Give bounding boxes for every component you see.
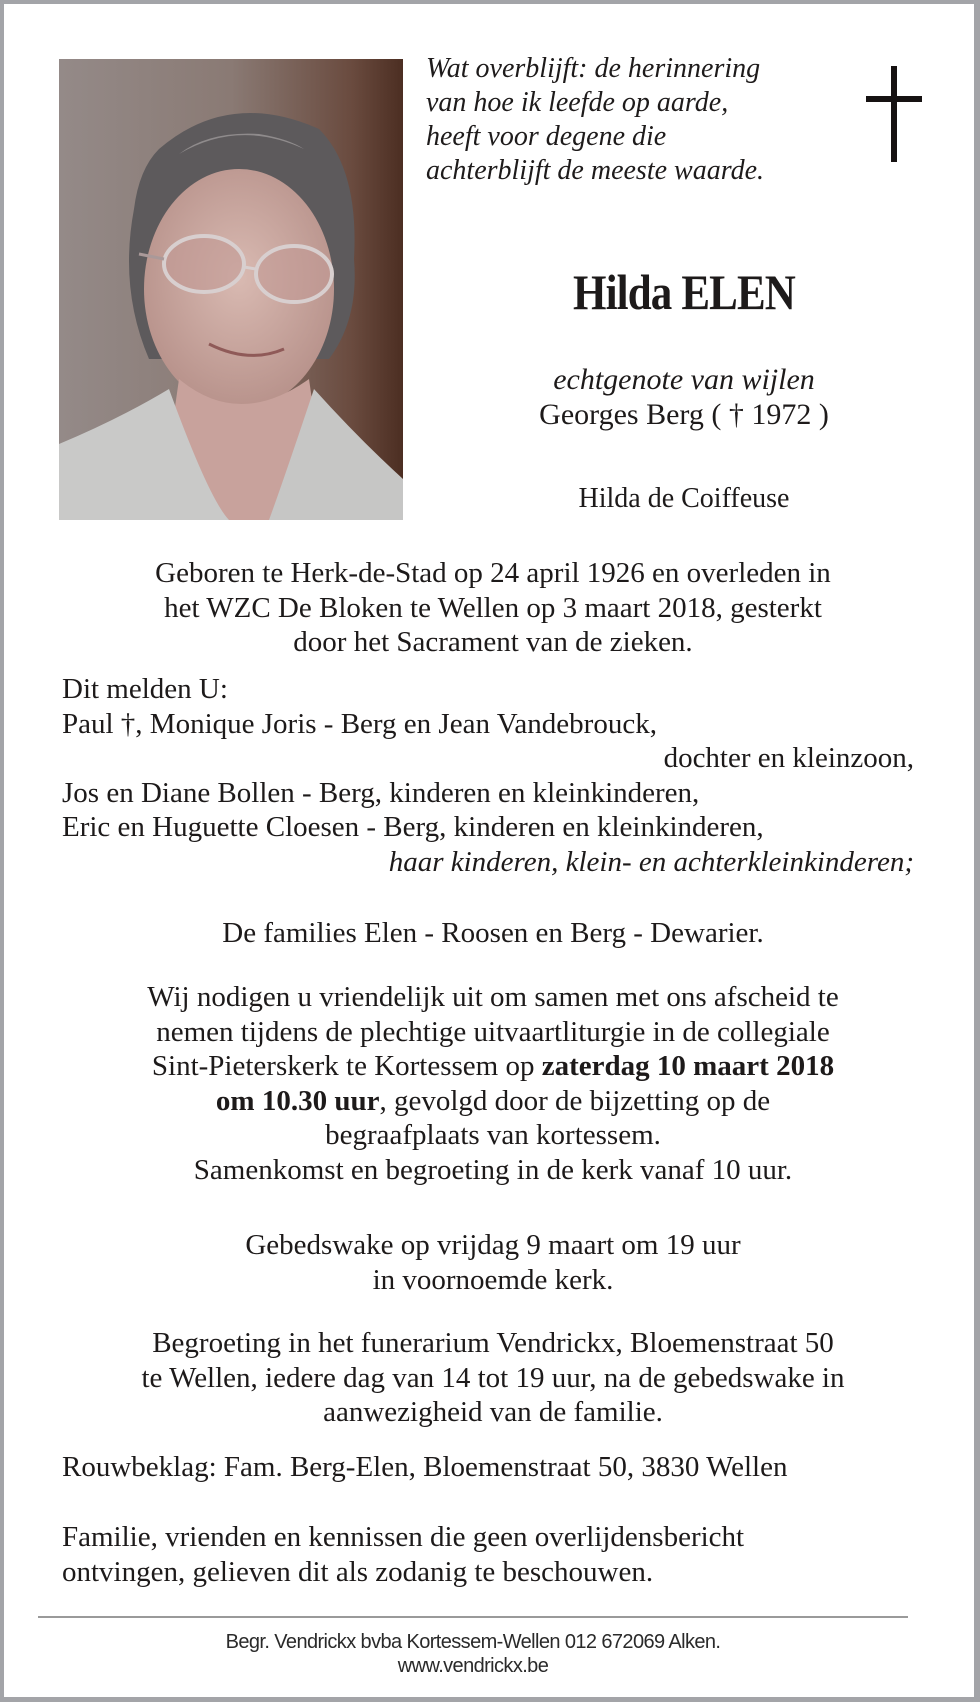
text-line: De families Elen - Roosen en Berg - Dewarier.	[222, 917, 764, 949]
text-span: , gevolgd door de bijzetting op de	[379, 1084, 771, 1117]
announcer-line: Eric en Huguette Cloesen - Berg, kinderen en kleinkinderen,	[62, 811, 764, 843]
footer	[38, 1630, 908, 1678]
footer-divider	[38, 1616, 908, 1618]
nickname: Hilda de Coiffeuse	[578, 483, 790, 514]
announcers-paragraph	[62, 672, 924, 879]
text-line: Begroeting in het funerarium Vendrickx, Bloemenstraat 50	[152, 1327, 834, 1359]
poem-line: van hoe ik leefde op aarde,	[426, 87, 729, 118]
funeral-paragraph	[62, 980, 924, 1187]
text-line: het WZC De Bloken te Wellen op 3 maart 2018, gesterkt	[164, 591, 822, 624]
deceased-name: Hilda ELEN	[572, 264, 795, 320]
text-line: ontvingen, gelieven dit als zodanig te beschouwen.	[62, 1555, 654, 1588]
funeral-time: om 10.30 uur	[215, 1084, 380, 1117]
text-line: Gebedswake op vrijdag 9 maart om 19 uur	[245, 1229, 741, 1261]
cross-icon	[866, 66, 922, 162]
text-line	[62, 1084, 924, 1119]
text-line: Samenkomst en begroeting in de kerk vanaf 10 uur.	[193, 1153, 793, 1186]
spouse-name: Georges Berg ( † 1972 )	[539, 398, 829, 431]
text-line: te Wellen, iedere dag van 14 tot 19 uur, na de gebedswake in	[141, 1361, 845, 1394]
text-line: Rouwbeklag: Fam. Berg-Elen, Bloemenstraat 50, 3830 Wellen	[62, 1451, 788, 1483]
birth-death-paragraph	[62, 556, 924, 660]
obituary-card	[4, 4, 974, 1697]
spouse-label: echtgenote van wijlen	[553, 363, 815, 396]
text-line: begraafplaats van kortessem.	[325, 1119, 661, 1151]
announcers-summary: haar kinderen, klein- en achterkleinkinderen;	[388, 845, 914, 878]
portrait-photo	[59, 59, 403, 520]
announcers-intro: Dit melden U:	[62, 673, 228, 705]
families-line	[62, 916, 924, 951]
prayer-vigil-paragraph	[62, 1228, 924, 1297]
poem-line: Wat overblijft: de herinnering	[426, 53, 761, 84]
website-link[interactable]: www.vendrickx.be	[397, 1655, 549, 1677]
closing-paragraph	[62, 1520, 924, 1589]
undertaker-info: Begr. Vendrickx bvba Kortessem-Wellen 012 672069 Alken.	[225, 1631, 721, 1653]
poem-line: achterblijft de meeste waarde.	[426, 155, 764, 186]
condolence-address	[62, 1450, 924, 1485]
memorial-poem	[426, 52, 764, 188]
announcer-line: Paul †, Monique Joris - Berg en Jean Vandebrouck,	[62, 707, 657, 740]
text-line: in voornoemde kerk.	[372, 1263, 614, 1296]
announcer-line: dochter en kleinzoon,	[663, 742, 914, 774]
text-line	[62, 1049, 924, 1084]
text-line: nemen tijdens de plechtige uitvaartliturgie in de collegiale	[156, 1015, 830, 1048]
announcer-line: Jos en Diane Bollen - Berg, kinderen en kleinkinderen,	[62, 776, 700, 809]
funeral-date: zaterdag 10 maart 2018	[541, 1050, 835, 1082]
text-line: Familie, vrienden en kennissen die geen overlijdensbericht	[62, 1521, 745, 1553]
text-line: Geboren te Herk-de-Stad op 24 april 1926 en overleden in	[155, 557, 831, 589]
poem-line: heeft voor degene die	[426, 121, 667, 152]
visitation-paragraph	[62, 1326, 924, 1430]
text-line: door het Sacrament van de zieken.	[293, 626, 693, 658]
text-line: aanwezigheid van de familie.	[323, 1396, 663, 1428]
text-line: Wij nodigen u vriendelijk uit om samen met ons afscheid te	[147, 981, 839, 1013]
portrait-image	[59, 59, 403, 520]
text-span: Sint-Pieterskerk te Kortessem op	[151, 1050, 542, 1082]
